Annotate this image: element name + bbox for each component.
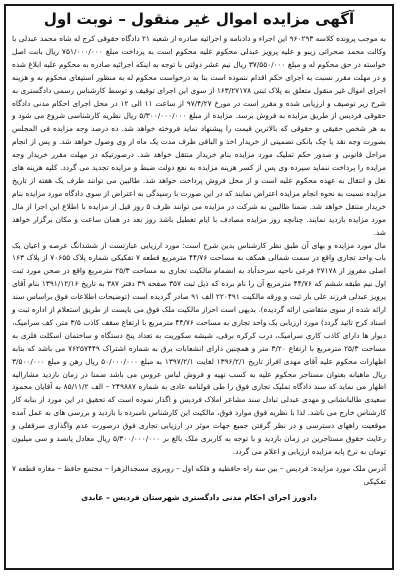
notice-signature: دادورز اجرای احکام مدنی دادگستری شهرستان فردیس – عابدی bbox=[81, 492, 317, 502]
notice-paragraph: به موجب پرونده کلاسه ۹۶۰۲۹۳ این اجراء و دادنامه و اجرائیه صادره از شعبه ۲۱ دادگاه حقوقی کرج له شاه محمد عبدلی با وکالت محمد صحرائی زیبو و علیه پرویز عبدلی محکوم علیه محکوم است به پرداخت مبلغ ۷۵۱/۰۰۰/۰۰۰ ریال بابت اصل خواسته در حق محکوم له و مبلغ ۳۷/۵۵۰/۰۰۰ ریال نیم عشر دولتی با توجه به اینکه اجرائیه صادره به محکوم علیه ابلاغ شده و در مهلت مقرر نسبت به اجرای حکم اقدام ننموده است بنا به درخواست محکوم له به منظور استیفای محکوم به و هزینه اجرای اموال غیر منقول متعلق به پلاک ثبتی ۱۶۳/۲۷۱۷۸ از سوی این اجرای توقیف و توسط کارشناس رسمی دادگستری به شرح زیر توصیف و ارزیابی شده و مقرر است در مورخ ۹۷/۴/۲۷ از ساعت ۱۱ الی ۱۲ در محل اجرای احکام مدنی دادگاه حقوقی فردیس از طریق مزایده به فروش برسد. مزایده از مبلغ ۵/۳۰۰/۰۰۰/۰۰۰ ریال نظریه کارشناسی شروع می شود و به هر شخص حقیقی و حقوقی که بالاترین قیمت را پیشنهاد نماید فروخته خواهد شد. ده درصد وجه مزایده فی المجلس بصورت وجه نقد یا چک بانکی تضمینی از خریدار اخذ و الباقی ظرف مدت یک ماه از وی وصول خواهد شد. و پس از انجام مراحل قانونی و صدور حکم تملیک مورد مزایده بنام خریدار منتقل خواهد شد. درصورتیکه در مهلت مقرر خریدار وجه مزایده را پرداخت ننماید سپرده وی پس از کسر هزینه مزایده به نفع دولت ضبط و مزایده تجدید می گردد. کلیه هزینه های نقل و انتقال به عهده محکوم علیه است و از محل فروش پرداخت خواهد شد. طالبین می توانند ظرف یک هفته از تاریخ مزایده نسبت به نحوه انجام مزایده اعتراض نمایند که در این صورت با رسیدگی به اعتراض از سوی دادگاه مورد مزایده بنام خریدار منتقل خواهد شد. ضمنا طالبین به شرکت در مزایده می توانند ظرف ۵ روز قبل از مزایده با اطلاع این اجرا از مال مورد مزایده بازدید نمایند. چنانچه روز مزایده مصادف با ایام تعطیل باشد روز بعد در همان ساعت و مکان برگزار خواهد شد. bbox=[12, 34, 387, 237]
notice-title: آگهی مزایده اموال غیر منقول – نوبت اول bbox=[43, 10, 355, 28]
notice-paragraph: مال مورد مزایده و بهای آن طبق نظر کارشناس بدین شرح است: مورد ارزیابی عبارتست از ششدانگ عرصه و اعیان یک باب واحد تجاری واقع در سمت شمالی همکف به مساحت ۴۴/۷۶ مترمربع قطعه ۷ تفکیکی شماره پلاک ۷۰۶۵۵ از پلاک ۱۶۳ اصلی مفروز از ۲۷۱۷۸ فرعی ناحیه سرحدآباد به انضمام مالکیت تجاری به مساحت ۲۵/۳ مترمربع واقع در صحن مورد ثبت اول نیم طبقه ششم که ۴۴/۷۶ مترمربع آن را نام برده که ذیل ثبت ۳۵۷ صفحه ۳۹ دفتر ۳۸۷ به تاریخ ۱۳۹۱/۱۲/۱۶ بنام آقای پرویز عبدلی فرزند علی بار ثبت و ورقه مالکیت ۲۲۰۴۹۱ الف ۹۱ صادر گردیده است (توضیحات اطلاعات فوق براساس سند ارائه شده از سوی متقاضی ارائه گردیده). بدیهی است احراز مالکیت ملک فوق می بایست از طریق استعلام از اداره ثبت و اسناد کرج تائید گردد) مورد ارزیابی یک واحد تجاری به مساحت ۴۴/۷۶ مترمربع با ارتفاع سقف کاذب ۳/۵ متر، کف سرامیک، دیوار ها دارای کاذب کاری سرامیک، درب کرکره برقی، شیشه سکوریت به تعداد پنج دستگاه و ساختمان اسکلت فلزی به مساحت ۲۵/۳ مترمربع با ارتفاع ۳/۲۰ متر و همچنین دارای انشعابات برق به شماره اشتراک ۷۶۲۵۷۴۴۹ می باشد که بنابه اظهارات محکوم علیه آقای مهدی افراز تاریخ ۱۳۹۶/۲/۱ لغایت ۱۳۹۷/۲/۱ به مبلغ ۵۰/۰۰۰/۰۰۰ ریال رهن و مبلغ ۳/۵۰۰/۰۰۰ ریال ماهیانه بعنوان مستاجر محکوم علیه به کسب تهیه و فروش لباس عروس می باشد ضمنا در زمان بازدید مشاراليه اظهار می نماید که سند دادگاه تملیک تجاری فوق را طی قولنامه عادی به شماره ۲۴۹۸۸۷ – الف ۸۵/۱۱/۲ به آقایان محمود سعیدی طالبانشانی و مهدی عبدلی تبادل سند مشاعر املاک فردیس و اگذار نموده است که تحقیق در این مورد از بنابه کار کارشناس خارج می باشد. لذا با نظریه فوق موارد فوق، مالکیت این کارشناس نامبرده با بازدید و بررسی های به عمل آمده موقعیت راههای دسترسی و در نظر گرفتن جمیع جهات موثر در ارزیابی تجاری فوق درصورت عدم واگذاری سرقفلی و رعایت حقوق مستاجرین در زمان بازدید و با توجه به کاربری ملک بالغ بر ۵/۳۰۰/۰۰۰/۰۰۰ ریال معادل پانصد و سی میلیون تومان به نرخ پایه مزایده ارزیابی و اعلام می گردد. bbox=[12, 240, 387, 456]
auction-notice bbox=[4, 4, 394, 570]
notice-body bbox=[6, 33, 392, 459]
property-address: آدرس ملک مورد مزایده: فردیس – بین سه راه حافظیه و فلکه اول – روبروی مسجدالزهرا – مجتمع حافظ – مغازه قطعه ۷ تفکیکی bbox=[12, 463, 386, 486]
